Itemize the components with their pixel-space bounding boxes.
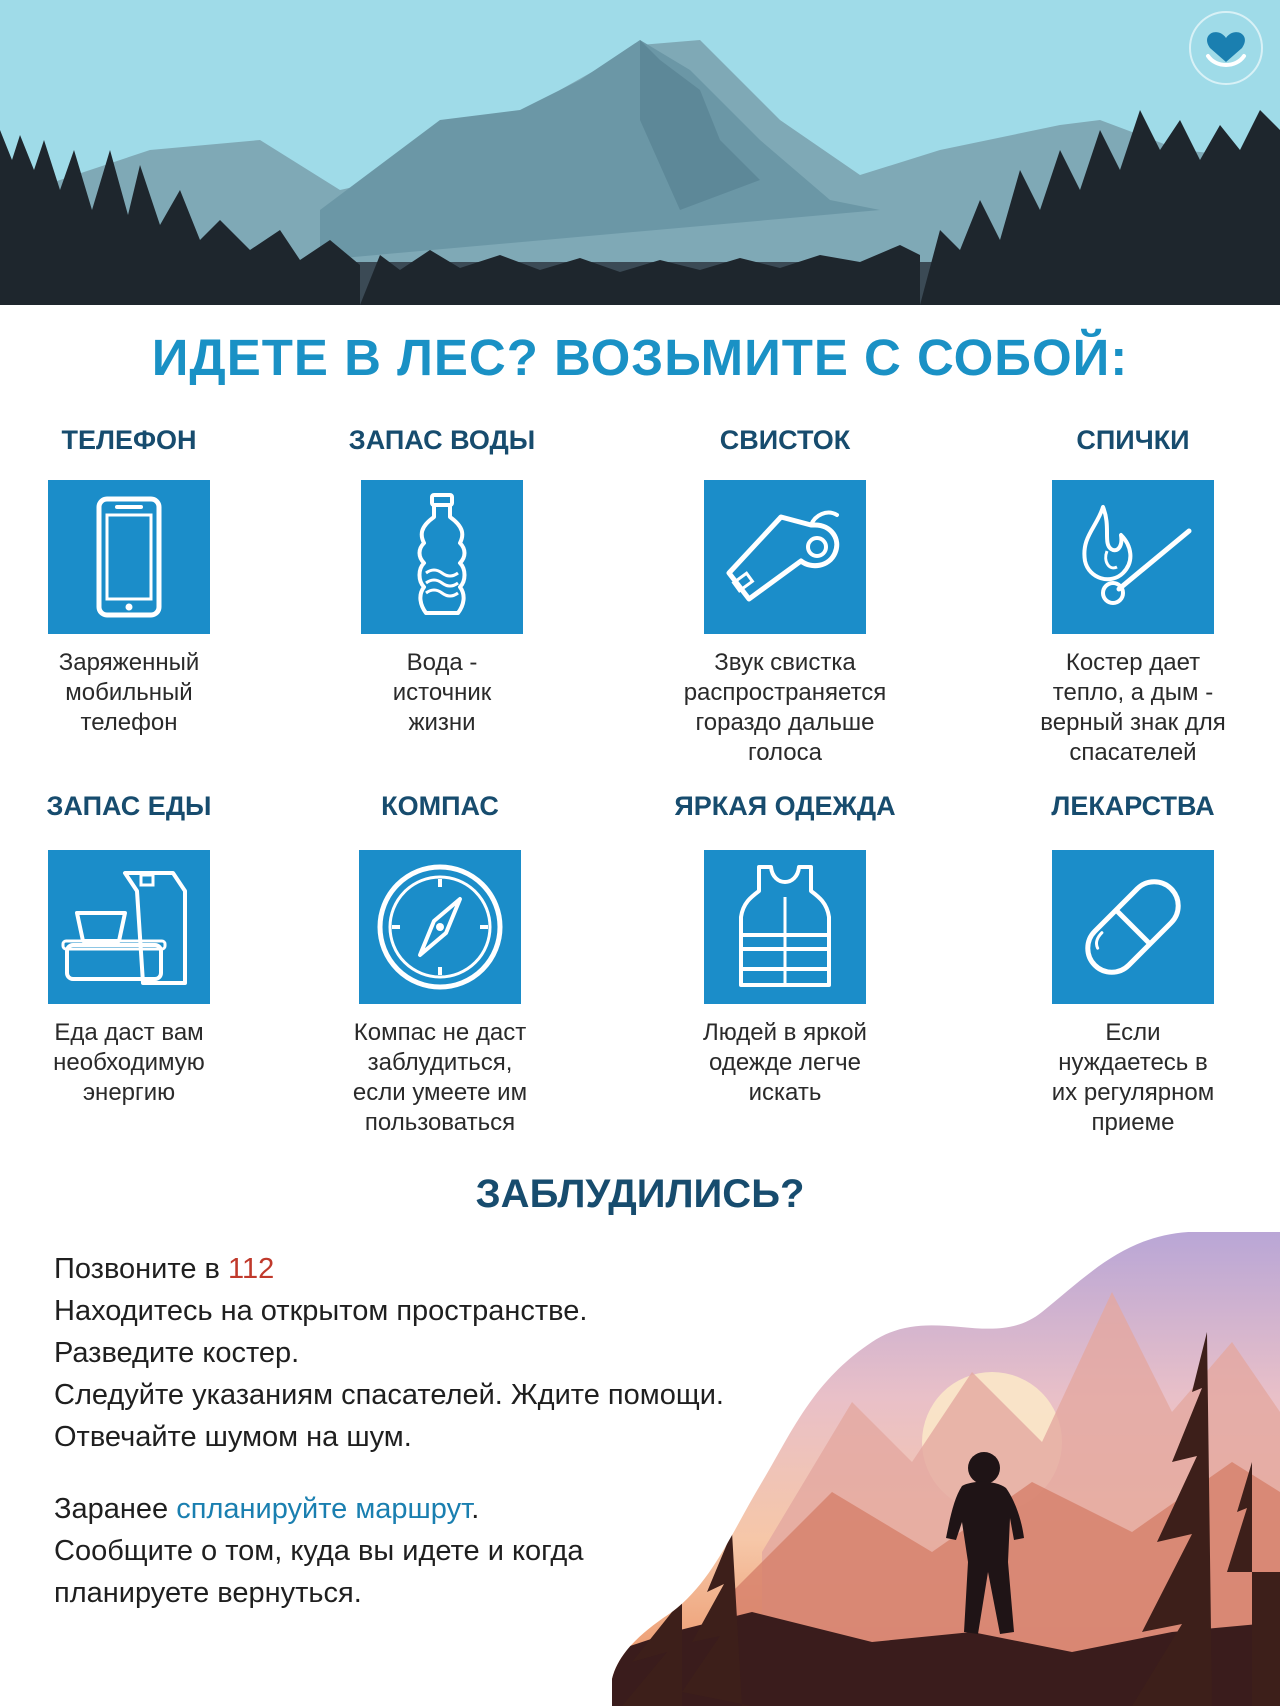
item-title: ЛЕКАРСТВА: [1051, 791, 1215, 821]
item-title: КОМПАС: [381, 791, 499, 821]
item-food: [0, 788, 279, 1108]
item-tile: [48, 850, 210, 1004]
item-description: Компас не даст заблудиться, если умеете им пользоваться: [352, 1019, 528, 1136]
pill-icon: [1063, 857, 1203, 997]
item-water: [292, 422, 592, 738]
item-title: ЗАПАС ВОДЫ: [348, 425, 536, 455]
vest-icon: [715, 857, 855, 997]
plan-prefix: Заранее: [54, 1493, 177, 1525]
item-matches: [983, 422, 1280, 768]
lost-title: ЗАБЛУДИЛИСЬ?: [475, 1172, 805, 1216]
item-compass: [290, 788, 590, 1138]
item-description: Еда даст вам необходимую энергию: [53, 1019, 205, 1106]
compass-icon: [370, 857, 510, 997]
item-tile: [1052, 480, 1214, 634]
item-tile: [361, 480, 523, 634]
organization-logo: [1186, 8, 1266, 88]
main-title: ИДЕТЕ В ЛЕС? ВОЗЬМИТЕ С СОБОЙ:: [151, 329, 1129, 386]
item-description: Людей в яркой одежде легче искать: [703, 1019, 867, 1106]
item-phone: [0, 422, 279, 738]
heart-hands-logo-icon: [1186, 8, 1266, 88]
item-title: ЗАПАС ЕДЫ: [46, 791, 212, 821]
item-tile: [48, 480, 210, 634]
item-description: Вода - источник жизни: [392, 649, 492, 736]
emergency-number: 112: [227, 1253, 275, 1285]
item-tile: [704, 850, 866, 1004]
hiker-silhouette-scene: [612, 1232, 1280, 1706]
step-item: Разведите костер.: [54, 1337, 300, 1369]
hiker-sunset-illustration: [612, 1232, 1280, 1706]
item-bright-clothes: [635, 788, 935, 1108]
item-tile: [704, 480, 866, 634]
plan-route-link: спланируйте маршрут: [176, 1493, 472, 1525]
food-containers-icon: [59, 857, 199, 997]
plan-note: планируете вернуться.: [54, 1577, 362, 1609]
item-title: СПИЧКИ: [1076, 425, 1190, 455]
item-description: Если нуждаетесь в их регулярном приеме: [1051, 1019, 1215, 1136]
item-title: СВИСТОК: [719, 425, 851, 455]
item-whistle: [635, 422, 935, 768]
item-tile: [359, 850, 521, 1004]
item-title: ЯРКАЯ ОДЕЖДА: [674, 791, 896, 821]
mountain-forest-illustration: [0, 0, 1280, 305]
plan-suffix: .: [471, 1493, 480, 1525]
item-tile: [1052, 850, 1214, 1004]
whistle-icon: [715, 487, 855, 627]
phone-icon: [59, 487, 199, 627]
step-item: Отвечайте шумом на шум.: [54, 1421, 412, 1453]
item-title: ТЕЛЕФОН: [61, 425, 197, 455]
item-description: Костер дает тепло, а дым - верный знак для спасателей: [1040, 649, 1226, 766]
header-illustration: [0, 0, 1280, 305]
call-prefix: Позвоните в: [54, 1253, 228, 1285]
item-description: Звук свистка распространяется гораздо дальше голоса: [683, 649, 887, 766]
step-item: Следуйте указаниям спасателей. Ждите помощи.: [54, 1379, 724, 1411]
plan-note: Сообщите о том, куда вы идете и когда: [54, 1535, 584, 1567]
match-icon: [1063, 487, 1203, 627]
item-medicine: [983, 788, 1280, 1138]
item-description: Заряженный мобильный телефон: [58, 649, 200, 736]
water-bottle-icon: [372, 487, 512, 627]
step-item: Находитесь на открытом пространстве.: [54, 1295, 588, 1327]
